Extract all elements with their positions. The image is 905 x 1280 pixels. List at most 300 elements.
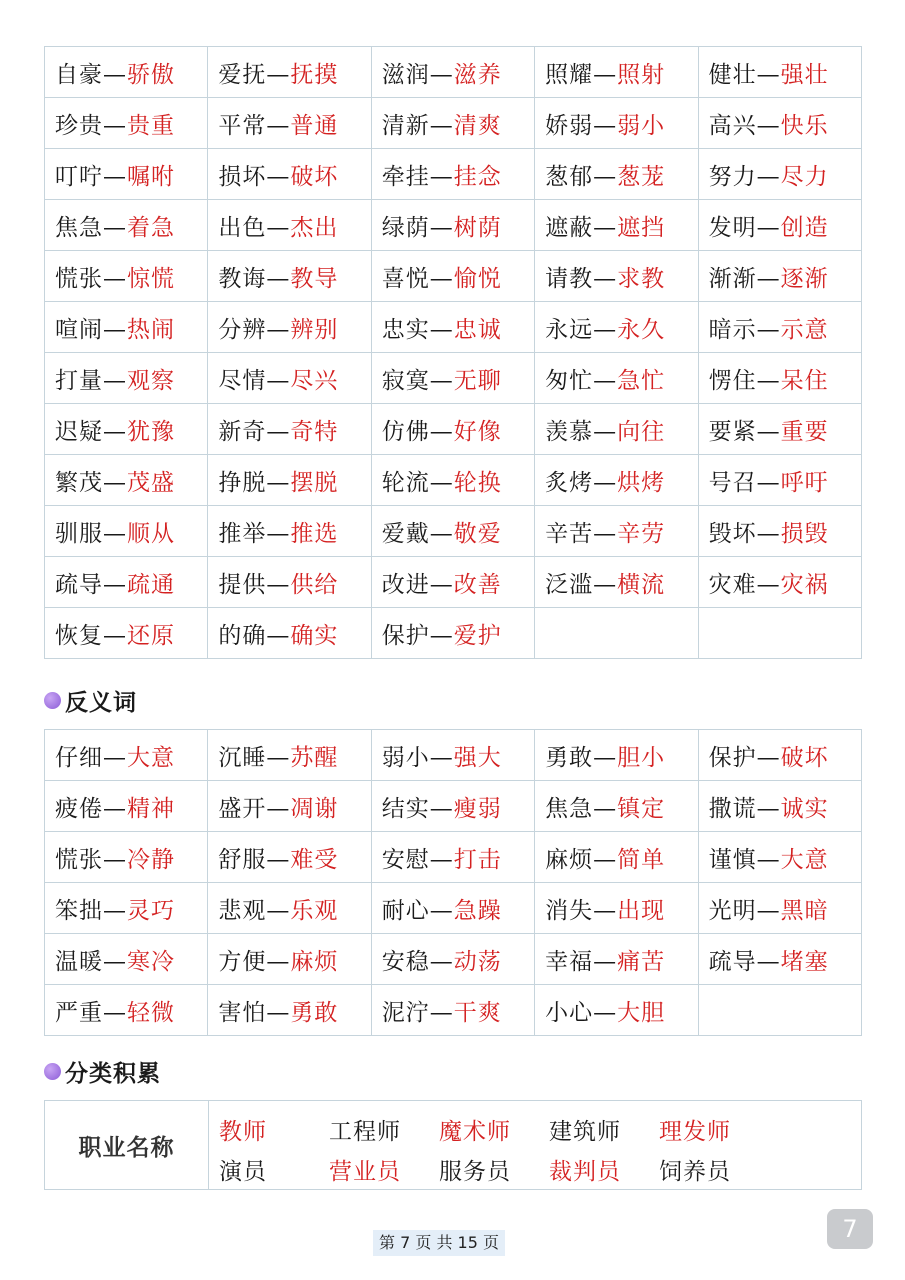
- dash: —: [266, 571, 291, 598]
- answer-word: 干爽: [453, 999, 502, 1026]
- word-pair-cell: [371, 506, 534, 557]
- word-pair-cell: [535, 781, 698, 832]
- word: 永远: [545, 316, 594, 343]
- answer-word: 愉悦: [453, 265, 502, 292]
- answer-word: 骄傲: [127, 61, 175, 88]
- answer-word: 茂盛: [127, 469, 175, 496]
- word-pair-cell: [45, 455, 208, 506]
- occupation-word: 饲养员: [659, 1158, 731, 1185]
- dash: —: [756, 367, 781, 394]
- table-row: [45, 506, 862, 557]
- word-pair-cell: [535, 934, 698, 985]
- dash: —: [266, 214, 291, 241]
- word-pair-cell: [371, 404, 534, 455]
- answer-word: 犹豫: [127, 418, 175, 445]
- dash: —: [103, 846, 127, 873]
- word-pair-cell: [371, 608, 534, 659]
- word: 疲倦: [55, 795, 103, 822]
- dash: —: [429, 163, 454, 190]
- answer-word: 轻微: [127, 999, 175, 1026]
- word: 疏导: [708, 948, 757, 975]
- dash: —: [266, 265, 291, 292]
- answer-word: 快乐: [780, 112, 829, 139]
- answer-word: 滋养: [453, 61, 502, 88]
- word-pair-cell: [698, 353, 861, 404]
- answer-word: 爱护: [453, 622, 502, 649]
- word-pair-cell: [698, 302, 861, 353]
- word: 沉睡: [218, 744, 267, 771]
- dash: —: [593, 367, 618, 394]
- dash: —: [593, 418, 618, 445]
- word-pair-cell: [45, 608, 208, 659]
- word: 寂寞: [381, 367, 430, 394]
- word-pair-cell: [371, 934, 534, 985]
- dash: —: [266, 520, 291, 547]
- word-pair-cell: [371, 98, 534, 149]
- word-pair-cell: [371, 251, 534, 302]
- answer-word: 奇特: [290, 418, 339, 445]
- dash: —: [756, 265, 781, 292]
- word-pair-cell: [371, 200, 534, 251]
- dash: —: [593, 744, 618, 771]
- answer-word: 出现: [617, 897, 666, 924]
- word: 号召: [708, 469, 757, 496]
- dash: —: [593, 265, 618, 292]
- word: 健壮: [708, 61, 757, 88]
- dash: —: [756, 418, 781, 445]
- answer-word: 求教: [617, 265, 666, 292]
- synonym-table: [44, 46, 862, 659]
- answer-word: 打击: [453, 846, 502, 873]
- word-pair-cell: [698, 608, 861, 659]
- antonym-table: [44, 729, 862, 1036]
- answer-word: 挂念: [453, 163, 502, 190]
- answer-word: 破坏: [780, 744, 829, 771]
- dash: —: [756, 897, 781, 924]
- answer-word: 灾祸: [780, 571, 829, 598]
- table-row: [45, 251, 862, 302]
- answer-word: 摆脱: [290, 469, 339, 496]
- word: 轮流: [381, 469, 430, 496]
- answer-word: 遮挡: [617, 214, 666, 241]
- dash: —: [756, 112, 781, 139]
- dash: —: [103, 61, 127, 88]
- dash: —: [266, 61, 291, 88]
- dash: —: [593, 112, 618, 139]
- answer-word: 寒冷: [127, 948, 175, 975]
- word-pair-cell: [535, 404, 698, 455]
- dash: —: [756, 846, 781, 873]
- word-pair-cell: [45, 302, 208, 353]
- answer-word: 辨别: [290, 316, 339, 343]
- dash: —: [103, 948, 127, 975]
- occupation-word: 建筑师: [549, 1118, 621, 1145]
- answer-word: 好像: [453, 418, 502, 445]
- answer-word: 惊慌: [127, 265, 175, 292]
- word: 平常: [218, 112, 267, 139]
- dash: —: [103, 316, 127, 343]
- dash: —: [429, 265, 454, 292]
- dash: —: [103, 571, 127, 598]
- answer-word: 热闹: [127, 316, 175, 343]
- answer-word: 简单: [617, 846, 666, 873]
- word: 麻烦: [545, 846, 594, 873]
- dash: —: [756, 520, 781, 547]
- word-pair-cell: [535, 200, 698, 251]
- dash: —: [103, 418, 127, 445]
- answer-word: 破坏: [290, 163, 339, 190]
- table-row: [45, 47, 862, 98]
- table-row: [45, 353, 862, 404]
- word-pair-cell: [45, 781, 208, 832]
- dash: —: [429, 112, 454, 139]
- word: 绿荫: [381, 214, 430, 241]
- word: 勇敢: [545, 744, 594, 771]
- dash: —: [756, 214, 781, 241]
- word-pair-cell: [371, 730, 534, 781]
- word: 教诲: [218, 265, 267, 292]
- answer-word: 灵巧: [127, 897, 175, 924]
- page-number-badge: 7: [827, 1209, 873, 1249]
- word: 泛滥: [545, 571, 594, 598]
- word-pair-cell: [45, 985, 208, 1036]
- dash: —: [756, 795, 781, 822]
- answer-word: 烘烤: [617, 469, 666, 496]
- word: 葱郁: [545, 163, 594, 190]
- word-pair-cell: [208, 47, 371, 98]
- dash: —: [593, 897, 618, 924]
- dash: —: [429, 469, 454, 496]
- word: 愣住: [708, 367, 757, 394]
- dash: —: [266, 622, 291, 649]
- word: 恢复: [55, 622, 103, 649]
- answer-word: 还原: [127, 622, 175, 649]
- answer-word: 乐观: [290, 897, 339, 924]
- word-pair-cell: [45, 832, 208, 883]
- dash: —: [266, 316, 291, 343]
- answer-word: 尽兴: [290, 367, 339, 394]
- bullet-icon: [44, 1063, 61, 1080]
- word: 幸福: [545, 948, 594, 975]
- table-row: [45, 985, 862, 1036]
- word-pair-cell: [698, 200, 861, 251]
- answer-word: 尽力: [780, 163, 829, 190]
- word-pair-cell: [208, 557, 371, 608]
- answer-word: 普通: [290, 112, 339, 139]
- answer-word: 堵塞: [780, 948, 829, 975]
- answer-word: 逐渐: [780, 265, 829, 292]
- dash: —: [429, 316, 454, 343]
- word: 辛苦: [545, 520, 594, 547]
- word-pair-cell: [45, 506, 208, 557]
- category-table: [44, 1100, 862, 1190]
- word-pair-cell: [535, 302, 698, 353]
- dash: —: [266, 469, 291, 496]
- dash: —: [266, 112, 291, 139]
- word: 挣脱: [218, 469, 267, 496]
- answer-word: 照射: [617, 61, 666, 88]
- word-pair-cell: [698, 985, 861, 1036]
- word-pair-cell: [45, 557, 208, 608]
- table-row: [45, 149, 862, 200]
- table-row: [45, 557, 862, 608]
- occupation-word: 演员: [219, 1158, 267, 1185]
- dash: —: [266, 846, 291, 873]
- answer-word: 大意: [780, 846, 829, 873]
- word-pair-cell: [371, 149, 534, 200]
- answer-word: 胆小: [617, 744, 666, 771]
- answer-word: 轮换: [453, 469, 502, 496]
- word-pair-cell: [535, 251, 698, 302]
- answer-word: 忠诚: [453, 316, 502, 343]
- word-pair-cell: [208, 200, 371, 251]
- dash: —: [266, 897, 291, 924]
- word-pair-cell: [698, 883, 861, 934]
- word: 爱抚: [218, 61, 267, 88]
- dash: —: [103, 367, 127, 394]
- answer-word: 黑暗: [780, 897, 829, 924]
- answer-word: 重要: [780, 418, 829, 445]
- word: 安稳: [381, 948, 430, 975]
- word: 打量: [55, 367, 103, 394]
- word-pair-cell: [208, 404, 371, 455]
- dash: —: [756, 744, 781, 771]
- answer-word: 难受: [290, 846, 339, 873]
- word: 繁茂: [55, 469, 103, 496]
- word: 羡慕: [545, 418, 594, 445]
- answer-word: 观察: [127, 367, 175, 394]
- word: 驯服: [55, 520, 103, 547]
- word: 清新: [381, 112, 430, 139]
- word-pair-cell: [45, 730, 208, 781]
- word-pair-cell: [535, 149, 698, 200]
- word: 尽情: [218, 367, 267, 394]
- word-pair-cell: [698, 557, 861, 608]
- word: 撒谎: [708, 795, 757, 822]
- dash: —: [266, 367, 291, 394]
- answer-word: 杰出: [290, 214, 339, 241]
- answer-word: 确实: [290, 622, 339, 649]
- word: 慌张: [55, 265, 103, 292]
- word-pair-cell: [535, 985, 698, 1036]
- word: 害怕: [218, 999, 267, 1026]
- dash: —: [429, 846, 454, 873]
- word: 照耀: [545, 61, 594, 88]
- word-pair-cell: [208, 608, 371, 659]
- dash: —: [103, 163, 127, 190]
- word: 喧闹: [55, 316, 103, 343]
- dash: —: [593, 520, 618, 547]
- word: 焦急: [55, 214, 103, 241]
- word-pair-cell: [45, 251, 208, 302]
- word: 改进: [381, 571, 430, 598]
- dash: —: [103, 469, 127, 496]
- answer-word: 无聊: [453, 367, 502, 394]
- dash: —: [103, 622, 127, 649]
- word-pair-cell: [45, 404, 208, 455]
- word-pair-cell: [208, 781, 371, 832]
- word-pair-cell: [535, 557, 698, 608]
- word-pair-cell: [698, 251, 861, 302]
- dash: —: [593, 469, 618, 496]
- word-pair-cell: [698, 832, 861, 883]
- answer-word: 顺从: [127, 520, 175, 547]
- table-row: [45, 832, 862, 883]
- word-pair-cell: [698, 47, 861, 98]
- word-pair-cell: [208, 149, 371, 200]
- word: 温暖: [55, 948, 103, 975]
- answer-word: 损毁: [780, 520, 829, 547]
- answer-word: 瘦弱: [453, 795, 502, 822]
- word-pair-cell: [698, 506, 861, 557]
- dash: —: [103, 897, 127, 924]
- word-pair-cell: [535, 98, 698, 149]
- word-pair-cell: [208, 506, 371, 557]
- word-pair-cell: [371, 302, 534, 353]
- answer-word: 强大: [453, 744, 502, 771]
- category-label: 职业名称: [45, 1101, 209, 1189]
- word: 渐渐: [708, 265, 757, 292]
- word: 方便: [218, 948, 267, 975]
- table-row: [45, 883, 862, 934]
- table-row: [45, 200, 862, 251]
- category-heading-text: 分类积累: [65, 1059, 161, 1087]
- bullet-icon: [44, 692, 61, 709]
- dash: —: [103, 214, 127, 241]
- dash: —: [429, 744, 454, 771]
- table-row: [45, 781, 862, 832]
- occupation-word: 工程师: [329, 1118, 401, 1145]
- dash: —: [756, 61, 781, 88]
- answer-word: 凋谢: [290, 795, 339, 822]
- word: 悲观: [218, 897, 267, 924]
- dash: —: [593, 163, 618, 190]
- word-pair-cell: [208, 730, 371, 781]
- antonym-heading: [44, 686, 137, 714]
- word: 严重: [55, 999, 103, 1026]
- table-row: [45, 404, 862, 455]
- word: 小心: [545, 999, 594, 1026]
- word-pair-cell: [208, 883, 371, 934]
- word-pair-cell: [698, 934, 861, 985]
- dash: —: [429, 948, 454, 975]
- dash: —: [266, 163, 291, 190]
- dash: —: [103, 744, 127, 771]
- word: 努力: [708, 163, 757, 190]
- dash: —: [429, 520, 454, 547]
- word-pair-cell: [535, 832, 698, 883]
- word-pair-cell: [698, 98, 861, 149]
- word-pair-cell: [371, 883, 534, 934]
- word-pair-cell: [698, 781, 861, 832]
- word: 仿佛: [381, 418, 430, 445]
- answer-word: 着急: [127, 214, 175, 241]
- answer-word: 痛苦: [617, 948, 666, 975]
- word-pair-cell: [698, 149, 861, 200]
- page-footer: 第 7 页 共 15 页: [373, 1230, 505, 1256]
- answer-word: 示意: [780, 316, 829, 343]
- word: 谨慎: [708, 846, 757, 873]
- word-pair-cell: [698, 404, 861, 455]
- word: 请教: [545, 265, 594, 292]
- dash: —: [429, 214, 454, 241]
- answer-word: 辛劳: [617, 520, 666, 547]
- table-row: [45, 98, 862, 149]
- dash: —: [103, 265, 127, 292]
- answer-word: 改善: [453, 571, 502, 598]
- dash: —: [593, 846, 618, 873]
- word: 灾难: [708, 571, 757, 598]
- dash: —: [756, 316, 781, 343]
- word: 自豪: [55, 61, 103, 88]
- word-pair-cell: [371, 455, 534, 506]
- word-pair-cell: [208, 302, 371, 353]
- dash: —: [266, 795, 291, 822]
- answer-word: 弱小: [617, 112, 666, 139]
- answer-word: 敬爱: [453, 520, 502, 547]
- word-pair-cell: [45, 934, 208, 985]
- dash: —: [103, 999, 127, 1026]
- answer-word: 树荫: [453, 214, 502, 241]
- dash: —: [429, 622, 454, 649]
- answer-word: 横流: [617, 571, 666, 598]
- word: 珍贵: [55, 112, 103, 139]
- answer-word: 抚摸: [290, 61, 339, 88]
- answer-word: 大意: [127, 744, 175, 771]
- dash: —: [756, 163, 781, 190]
- word: 保护: [708, 744, 757, 771]
- word: 安慰: [381, 846, 430, 873]
- category-words: [209, 1101, 861, 1189]
- word: 泥泞: [381, 999, 430, 1026]
- answer-word: 创造: [780, 214, 829, 241]
- word: 推举: [218, 520, 267, 547]
- answer-word: 强壮: [780, 61, 829, 88]
- answer-word: 推选: [290, 520, 339, 547]
- dash: —: [103, 112, 127, 139]
- word: 毁坏: [708, 520, 757, 547]
- word-pair-cell: [371, 353, 534, 404]
- answer-word: 呆住: [780, 367, 829, 394]
- word: 遮蔽: [545, 214, 594, 241]
- word-pair-cell: [208, 934, 371, 985]
- word: 提供: [218, 571, 267, 598]
- word: 损坏: [218, 163, 267, 190]
- answer-word: 嘱咐: [127, 163, 175, 190]
- word: 弱小: [381, 744, 430, 771]
- answer-word: 急忙: [617, 367, 666, 394]
- dash: —: [429, 418, 454, 445]
- word: 盛开: [218, 795, 267, 822]
- word: 分辨: [218, 316, 267, 343]
- word-pair-cell: [535, 730, 698, 781]
- word: 娇弱: [545, 112, 594, 139]
- word-pair-cell: [698, 455, 861, 506]
- answer-word: 向往: [617, 418, 666, 445]
- word-pair-cell: [45, 200, 208, 251]
- word-pair-cell: [208, 985, 371, 1036]
- word-pair-cell: [45, 353, 208, 404]
- answer-word: 供给: [290, 571, 339, 598]
- word: 新奇: [218, 418, 267, 445]
- dash: —: [103, 795, 127, 822]
- word: 结实: [381, 795, 430, 822]
- table-row: [45, 608, 862, 659]
- word: 焦急: [545, 795, 594, 822]
- word-pair-cell: [371, 985, 534, 1036]
- word-pair-cell: [371, 557, 534, 608]
- word-pair-cell: [371, 781, 534, 832]
